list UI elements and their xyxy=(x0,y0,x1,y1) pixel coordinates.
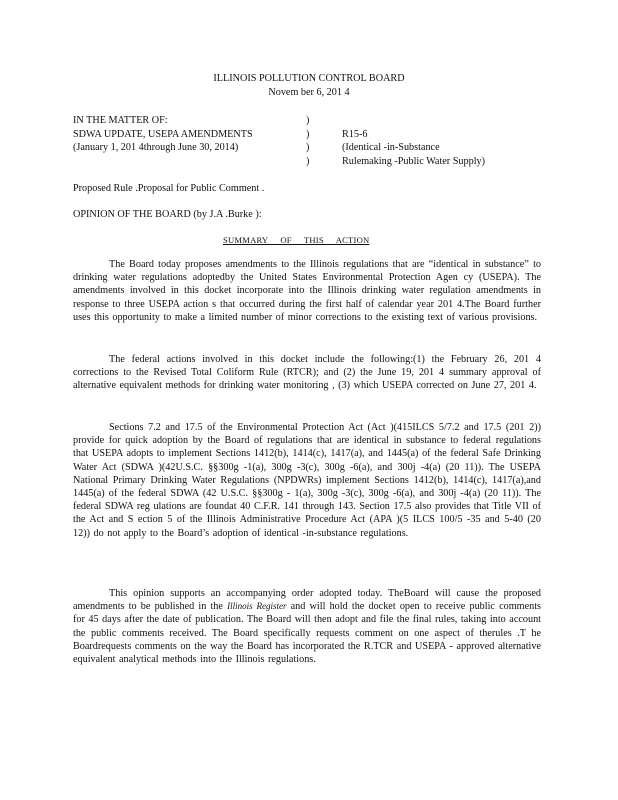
caption-dates: (January 1, 201 4through June 30, 2014) xyxy=(73,142,239,153)
caption-paren: ) xyxy=(306,156,310,167)
document-date: Novem ber 6, 201 4 xyxy=(268,87,350,98)
paragraph-1 xyxy=(73,258,541,324)
caption-paren: ) xyxy=(306,129,310,140)
paragraph-4 xyxy=(73,587,541,666)
paragraph-2-text: The federal actions involved in this docket include the following:(1) the February 26, 201 4 corrections to the Revised Total Coliform Rule (RTCR); and (2) the June 19, 201 4 summary approval of alternative equivalent methods for drinking water monitoring , (3) which USEPA corrected on June 27, 201 4. xyxy=(73,354,541,392)
paragraph-4-end: and will hold the docket open to receive public comments for 45 days after the date of publication. The Board will then adopt and file the final rules, taking into account the public comments received. The Board specifically requests comment on one aspect of therules .T he Boardrequests comments on the way the Board has incorporated the R.TCR and USEPA - approved alternative equivalent analytical methods into the Illinois regulations. xyxy=(73,601,542,666)
rulemaking-type: (Identical -in-Substance xyxy=(342,142,440,153)
caption-title: SDWA UPDATE, USEPA AMENDMENTS xyxy=(73,129,253,140)
agency-title: ILLINOIS POLLUTION CONTROL BOARD xyxy=(213,73,405,84)
docket-number: R15-6 xyxy=(342,129,368,140)
register-title: Illinois Register xyxy=(227,601,287,612)
paragraph-1-text: The Board today proposes amendments to the Illinois regulations that are “identical in substance” to drinking water regulations adoptedby the United States Environmental Protection Agen cy (USEPA). The amendments involved in this docket incorporate into the Illinois drinking water regulation amendments in response to three USEPA action s that occurred during the first half of calendar year 201 4.The Board further uses this opportunity to make a limited number of minor corrections to the existing text of various provisions. xyxy=(73,259,541,323)
paragraph-2 xyxy=(73,353,541,393)
rulemaking-subject: Rulemaking -Public Water Supply) xyxy=(342,156,486,167)
caption-matter: IN THE MATTER OF: xyxy=(73,115,168,126)
proposed-rule-line: Proposed Rule .Proposal for Public Comment . xyxy=(73,183,265,194)
summary-heading: SUMMARY OF THIS ACTION xyxy=(223,235,370,245)
paragraph-4-text xyxy=(73,587,541,666)
caption-paren: ) xyxy=(306,142,310,153)
opinion-line: OPINION OF THE BOARD (by J.A .Burke ): xyxy=(73,209,262,220)
paragraph-4-start: This opinion supports an accompanying order adopted today. TheBoard will cause the proposed amendments to be published in the xyxy=(73,588,541,613)
paragraph-3 xyxy=(73,421,541,540)
caption-paren: ) xyxy=(306,115,310,126)
paragraph-3-text: Sections 7.2 and 17.5 of the Environmental Protection Act (Act )(415ILCS 5/7.2 and 17.5 (201 2)) provide for quick adoption by the Board of regulations that are identical in substance to federal regulations that USEPA adopts to implement Sections 1412(b), 1414(c), 1417(a), and 1445(a) of the federal Safe Drinking Water Act (SDWA )(42U.S.C. §§300g -1(a), 300g -3(c), 300g -6(a), and 300j -4(a) (20 11)). The USEPA National Primary Drinking Water Regulations (NPDWRs) implement Sections 1412(b), 1414(c), 1417(a),and 1445(a) of the federal SDWA (42 U.S.C. §§300g - 1(a), 300g -3(c), 300g -6(a), and 300j -4(a) (20 11)). The federal SDWA reg ulations are foundat 40 C.F.R. 141 through 143. Section 17.5 also provides that Title VII of the Act and S ection 5 of the Illinois Administrative Procedure Act (APA )(5 ILCS 100/5 -35 and 5-40 (20 12)) do not apply to the Board’s adoption of identical -in-substance regulations. xyxy=(73,422,541,539)
